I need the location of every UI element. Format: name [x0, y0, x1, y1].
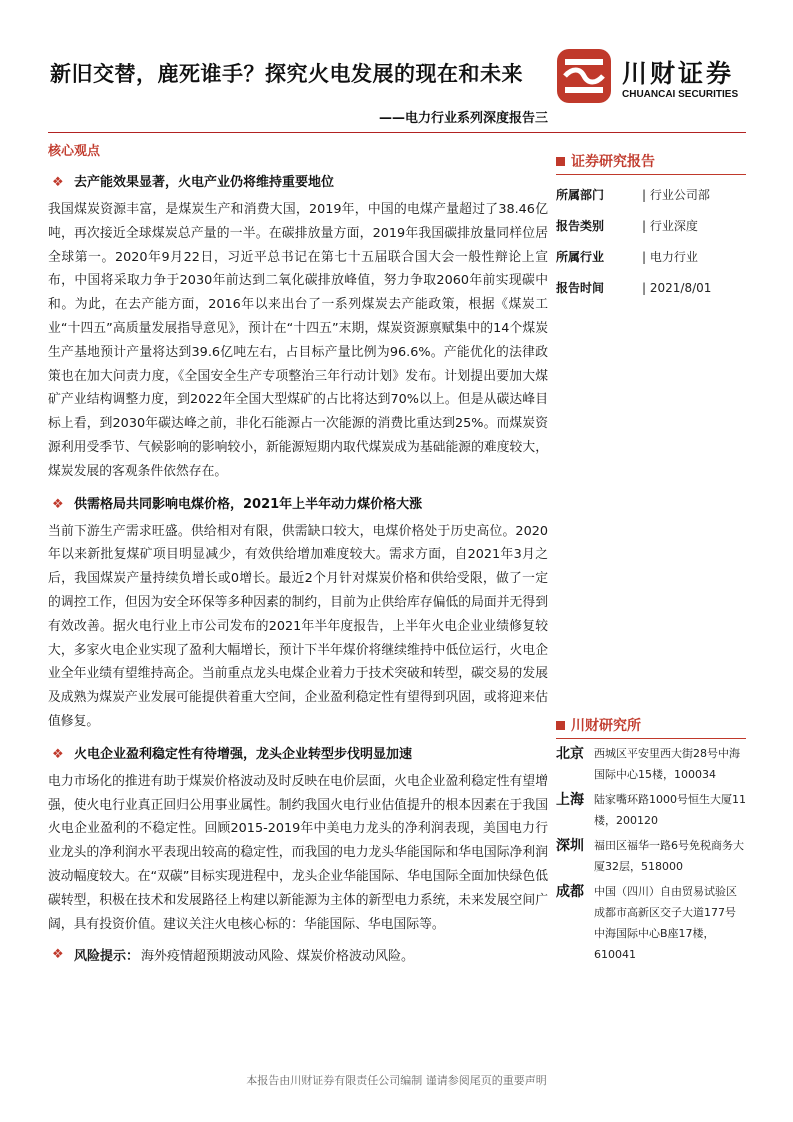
risk-text: 海外疫情超预期波动风险、煤炭价格波动风险。 [141, 948, 415, 964]
section-profit-stability [48, 740, 548, 937]
chuancai-logo-icon [556, 48, 612, 104]
meta-row [556, 247, 746, 278]
diamond-bullet-icon: ❖ [52, 746, 64, 762]
meta-value: | 行业公司部 [642, 188, 710, 202]
logo-chinese-name: 川财证券 [622, 59, 735, 88]
report-info-heading [556, 150, 746, 175]
section-body: 我国煤炭资源丰富，是煤炭生产和消费大国，2019年，中国的电煤产量超过了38.46亿吨，再次接近全球煤炭总产量的一半。在碳排放量方面，2019年我国碳排放量同样位居全球第一。2020年9月22日，习近平总书记在第七十五届联合国大会一般性辩论上宣布，中国将采取力争于2030年前达到二氧化碳排放峰值，努力争取2060年前实现碳中和。为此，在去产能方面，2016年以来出台了一系列煤炭去产能政策，根据《煤炭工业“十四五”高质量发展指导意见》，预计在“十四五”末期，煤炭资源禀赋集中的14个煤炭生产基地预计产量将达到39.6亿吨左右，占目标产量比例为96.6%。产能优化的法律政策也在加大问责力度，《全国安全生产专项整治三年行动计划》发布。计划提出要加大煤矿产业结构调整力度，到2022年全国大型煤矿的占比将达到70%以上。但是从碳达峰目标上看，到2030年碳达峰之前，非化石能源占一次能源的消费比重达到25%。而煤炭资源利用受季节、气候影响的影响较小，新能源短期内取代煤炭成为基础能源的难度较大，煤炭发展的客观条件依然存在。 [48, 202, 548, 479]
section-body: 当前下游生产需求旺盛。供给相对有限，供需缺口较大，电煤价格处于历史高位。2020年以来新批复煤矿项目明显减少，有效供给增加难度较大。需求方面，自2021年3月之后，我国煤炭产量持续负增长或0增长。最近2个月针对煤炭价格和供给受限，做了一定的调控工作，但因为安全环保等多种因素的制约，目前为止供给库存偏低的局面并无得到有效改善。据火电行业上市公司发布的2021年半年度报告，上半年火电企业业绩修复较大，多家火电企业实现了盈利大幅增长，预计下半年煤价将继续维持中低位运行，火电企业全年业绩有望维持高企。当前重点龙头电煤企业着力于技术突破和转型，碳交易的发展及成熟为煤炭产业发展可能提供着重大空间，企业盈利稳定性有望得到巩固，或将迎来估值修复。 [48, 523, 548, 729]
diamond-bullet-icon: ❖ [52, 946, 64, 962]
office-city: 上海 [556, 792, 584, 808]
section-heading [48, 740, 548, 770]
office-chengdu [556, 881, 746, 965]
meta-value: | 行业深度 [642, 219, 698, 233]
core-views-heading: 核心观点 [48, 144, 101, 159]
section-heading [48, 490, 548, 520]
risk-label: 风险提示： [74, 948, 140, 964]
office-shenzhen [556, 835, 746, 877]
section-coal-price [48, 490, 548, 734]
office-address: 陆家嘴环路1000号恒生大厦11楼，200120 [594, 793, 746, 827]
report-info-box [556, 150, 746, 309]
section-capacity [48, 168, 548, 484]
meta-key: 报告时间 [556, 281, 605, 295]
office-city: 深圳 [556, 838, 584, 854]
office-city: 成都 [556, 884, 584, 900]
research-institute-box [556, 714, 746, 965]
section-heading-text: 火电企业盈利稳定性有待增强，龙头企业转型步伐明显加速 [74, 746, 413, 762]
report-subtitle: ——电力行业系列深度报告三 [378, 111, 548, 126]
square-bullet-icon [556, 721, 565, 730]
meta-key: 所属部门 [556, 188, 605, 202]
institute-heading [556, 714, 746, 739]
report-title: 新旧交替，鹿死谁手？探究火电发展的现在和未来 [50, 62, 523, 86]
meta-value: | 2021/8/01 [642, 281, 712, 295]
square-bullet-icon [556, 157, 565, 166]
page-footer: 本报告由川财证券有限责任公司编制 谨请参阅尾页的重要声明 [246, 1074, 547, 1087]
header-divider [48, 132, 746, 133]
report-info-heading-text: 证券研究报告 [571, 154, 655, 170]
report-meta [556, 185, 746, 309]
company-logo [556, 48, 746, 108]
meta-row [556, 216, 746, 247]
office-address: 中国（四川）自由贸易试验区成都市高新区交子大道177号中海国际中心B座17楼，610041 [594, 885, 737, 961]
logo-english-name: CHUANCAI SECURITIES [622, 89, 739, 100]
diamond-bullet-icon: ❖ [52, 175, 64, 190]
risk-warning [48, 942, 548, 966]
office-city: 北京 [556, 746, 584, 762]
institute-heading-text: 川财研究所 [571, 718, 641, 734]
section-heading-text: 去产能效果显著，火电产业仍将维持重要地位 [74, 175, 335, 190]
section-body: 电力市场化的推进有助于煤炭价格波动及时反映在电价层面，火电企业盈利稳定性有望增强，使火电行业真正回归公用事业属性。制约我国火电行业估值提升的根本因素在于我国火电企业盈利的不稳定性。回顾2015-2019年中美电力龙头的净利润表现，美国电力行业龙头的净利润水平表现出较高的稳定性，而我国的电力龙头华能国际和华电国际净利润波动幅度较大。在“双碳”目标实现进程中，龙头企业华能国际、华电国际全面加快绿色低碳转型，积极在技术和发展路径上构建以新能源为主体的新型电力系统，未来发展空间广阔，具有投资价值。建议关注火电核心标的：华能国际、华电国际等。 [48, 773, 548, 932]
meta-key: 报告类别 [556, 219, 605, 233]
meta-value: | 电力行业 [642, 250, 698, 264]
core-views [48, 142, 548, 966]
section-heading [48, 168, 548, 198]
office-address: 福田区福华一路6号免税商务大厦32层，518000 [594, 839, 744, 873]
office-address: 西城区平安里西大街28号中海国际中心15楼，100034 [594, 747, 740, 781]
office-shanghai [556, 789, 746, 831]
office-beijing [556, 743, 746, 785]
meta-row [556, 185, 746, 216]
diamond-bullet-icon: ❖ [52, 496, 64, 512]
meta-key: 所属行业 [556, 250, 605, 264]
section-heading-text: 供需格局共同影响电煤价格，2021年上半年动力煤价格大涨 [74, 496, 423, 512]
meta-row [556, 278, 746, 309]
